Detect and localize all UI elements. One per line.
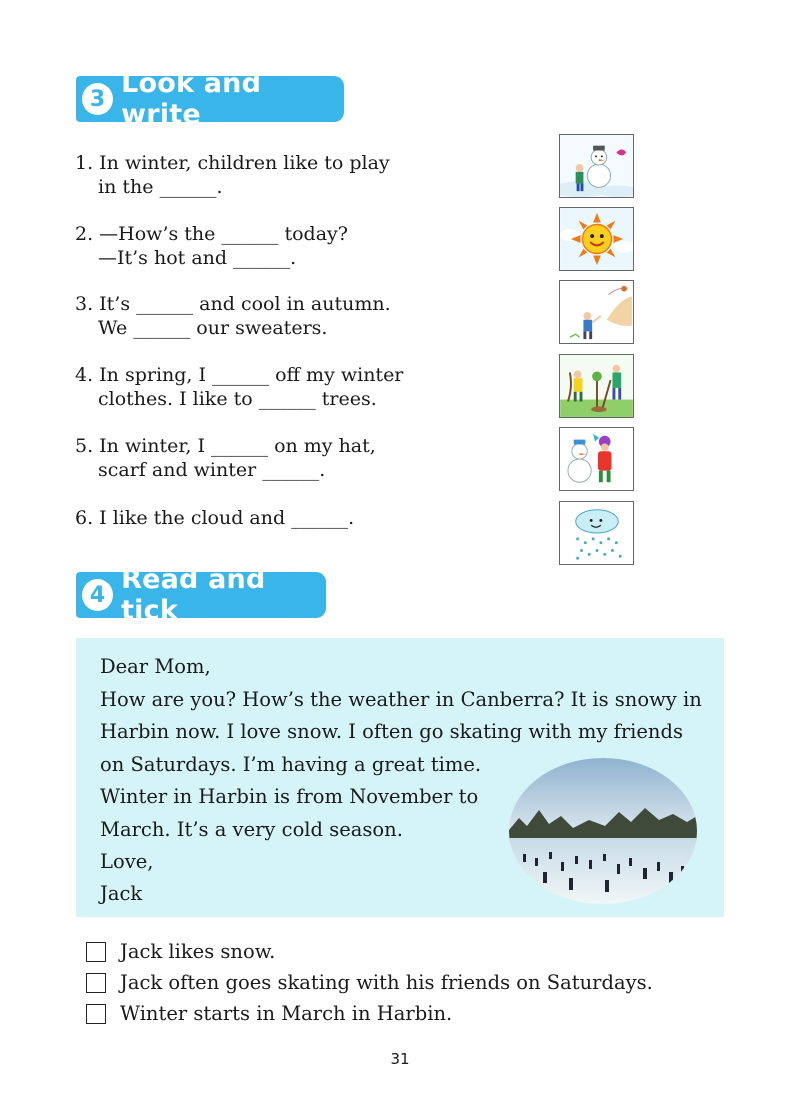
- question-4-line-2: clothes. I like to ______ trees.: [98, 388, 377, 410]
- question-4: [75, 363, 403, 411]
- question-3-line-2: We ______ our sweaters.: [98, 317, 328, 339]
- statement-3-text: Winter starts in March in Harbin.: [120, 1002, 453, 1025]
- question-3-line-1: 3. It’s ______ and cool in autumn.: [75, 293, 391, 315]
- question-5-line-1: 5. In winter, I ______ on my hat,: [75, 435, 376, 457]
- rain-cloud-icon: [559, 501, 634, 565]
- letter-line-1: Dear Mom,: [100, 655, 211, 678]
- section-4-title: Read and tick: [121, 564, 266, 626]
- snowman-icon: [559, 134, 634, 198]
- question-1: [75, 151, 390, 199]
- question-1-line-1: 1. In winter, children like to play: [75, 152, 390, 174]
- skating-rink-photo: [509, 758, 697, 904]
- letter-line-6: March. It’s a very cold season.: [100, 818, 403, 841]
- windy-autumn-icon: [559, 280, 634, 344]
- letter-line-8: Jack: [100, 882, 143, 905]
- checkbox-1[interactable]: [86, 942, 106, 962]
- letter-line-5: Winter in Harbin is from November to: [100, 785, 479, 808]
- section-4-number: 4: [82, 579, 113, 611]
- child-snowman-icon: [559, 427, 634, 491]
- sun-icon: [559, 207, 634, 271]
- letter-line-3: Harbin now. I love snow. I often go skating with my friends: [100, 720, 683, 743]
- section-3-banner: [76, 68, 344, 130]
- letter-line-7: Love,: [100, 850, 154, 873]
- page-number: 31: [390, 1050, 410, 1068]
- question-6: [75, 506, 354, 530]
- letter-line-2: How are you? How’s the weather in Canberra? It is snowy in: [100, 688, 702, 711]
- section-4-banner: [76, 564, 326, 626]
- statement-2-text: Jack often goes skating with his friends on Saturdays.: [120, 971, 653, 994]
- statement-1: [86, 939, 275, 965]
- question-2: [75, 222, 348, 270]
- question-2-line-1: 2. —How’s the ______ today?: [75, 223, 348, 245]
- checkbox-2[interactable]: [86, 973, 106, 993]
- statement-3: [86, 1001, 452, 1027]
- section-3-number: 3: [82, 83, 113, 115]
- question-1-line-2: in the ______.: [98, 176, 223, 198]
- planting-trees-icon: [559, 354, 634, 418]
- question-4-line-1: 4. In spring, I ______ off my winter: [75, 364, 404, 386]
- section-3-title: Look and write: [121, 68, 262, 130]
- statement-2: [86, 970, 653, 996]
- question-6-line-1: 6. I like the cloud and ______.: [75, 507, 355, 529]
- checkbox-3[interactable]: [86, 1004, 106, 1024]
- question-3: [75, 292, 391, 340]
- statement-1-text: Jack likes snow.: [120, 940, 276, 963]
- letter-line-4: on Saturdays. I’m having a great time.: [100, 753, 482, 776]
- question-5: [75, 434, 376, 482]
- question-2-line-2: —It’s hot and ______.: [98, 247, 297, 269]
- question-5-line-2: scarf and winter ______.: [98, 459, 326, 481]
